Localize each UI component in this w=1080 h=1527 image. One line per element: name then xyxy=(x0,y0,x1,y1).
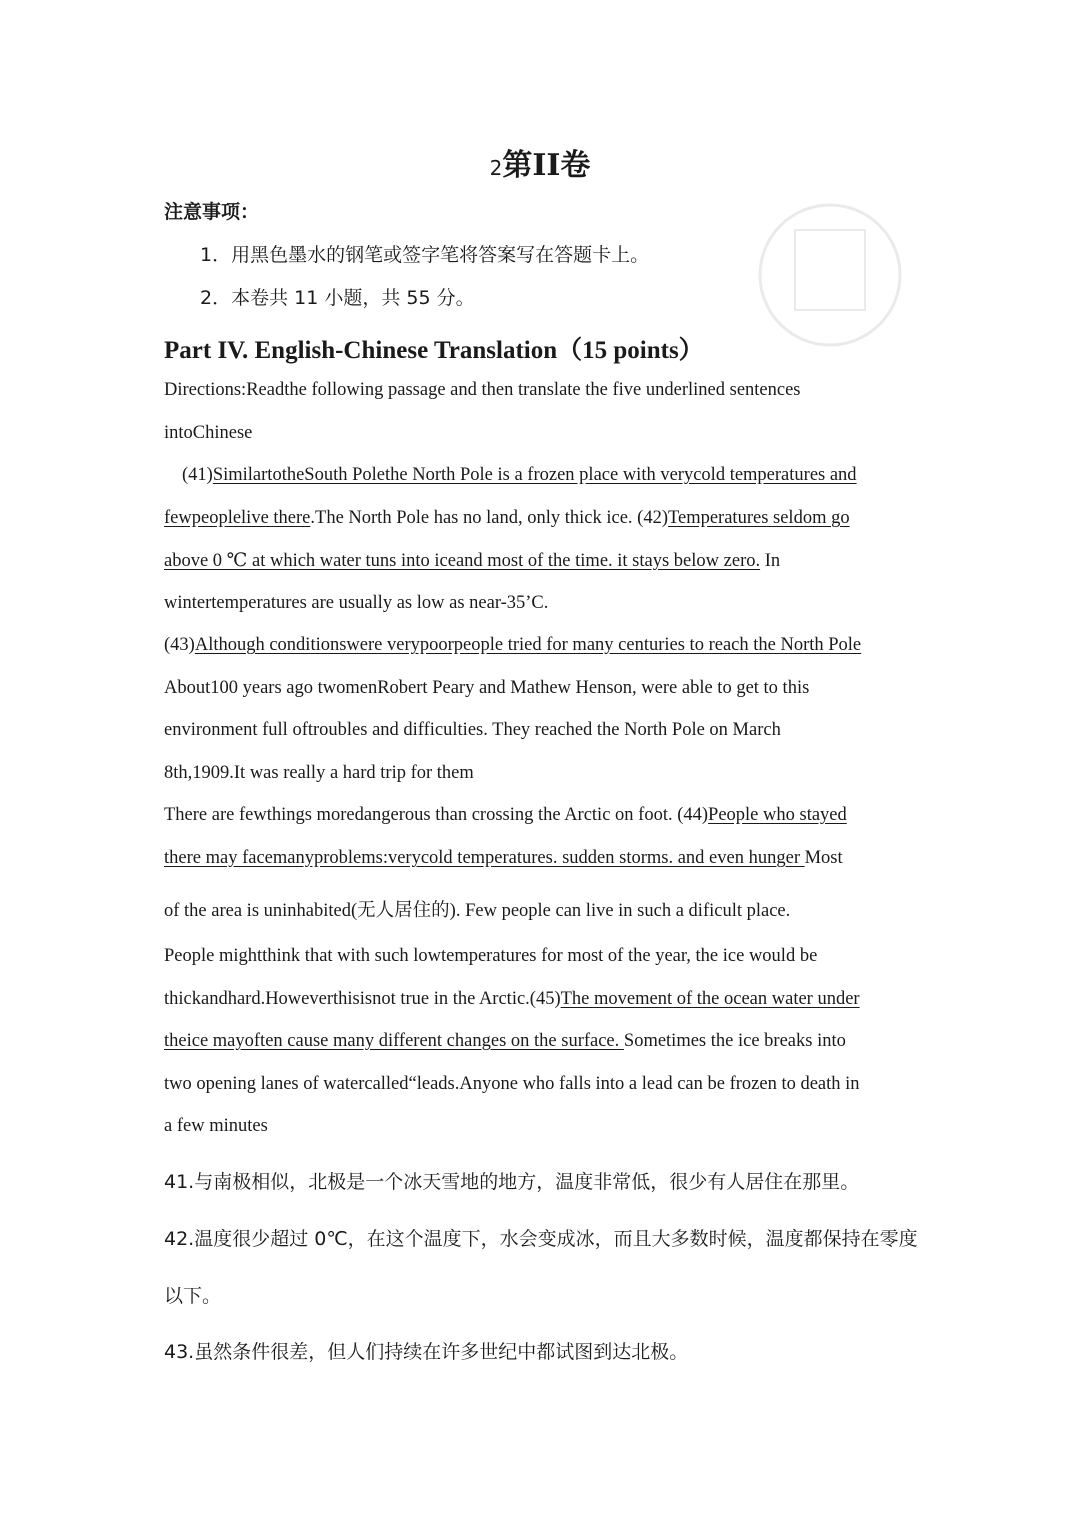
watermark-stamp-icon xyxy=(740,190,920,360)
passage-text: In xyxy=(760,551,781,571)
passage-text: of the area is uninhabited( xyxy=(164,901,358,921)
passage-line-11 xyxy=(164,896,790,922)
note-item-2: 2．本卷共 11 小题，共 55 分。 xyxy=(200,287,475,309)
passage-line-6: About100 years ago twomenRobert Peary and Mathew Henson, were able to get to this xyxy=(164,678,810,698)
underlined-sentence-44: People who stayed xyxy=(708,805,847,825)
passage-line-10 xyxy=(164,848,843,869)
gloss-text: 无人居住的 xyxy=(357,900,450,921)
part-title: Part IV. English-Chinese Translation（15 points） xyxy=(164,337,704,364)
passage-text: thickandhard.Howeverthisisnot true in the Arctic.(45) xyxy=(164,989,561,1009)
passage-line-9 xyxy=(164,805,847,826)
passage-line-12: People mightthink that with such lowtemperatures for most of the year, the ice would be xyxy=(164,946,818,966)
passage-line-13 xyxy=(164,989,860,1010)
passage-line-2 xyxy=(164,508,850,529)
passage-text: ). Few people can live in such a dificult place. xyxy=(449,901,791,921)
passage-line-14 xyxy=(164,1031,846,1052)
underlined-sentence-45: The movement of the ocean water under xyxy=(560,989,860,1009)
passage-text: Most xyxy=(804,848,843,868)
underlined-sentence-42-end: above 0 ℃ at which water tuns into iceand most of the time. it stays below zero. xyxy=(164,551,761,571)
underlined-sentence-41: SimilartotheSouth Polethe North Pole is a frozen place with verycold temperatures and xyxy=(212,465,857,485)
passage-line-1 xyxy=(182,465,857,486)
answer-41: 41.与南极相似，北极是一个冰天雪地的地方，温度非常低，很少有人居住在那里。 xyxy=(164,1171,860,1193)
underlined-sentence-45-end: theice mayoften cause many different changes on the surface. xyxy=(164,1031,624,1051)
note-item-1: 1．用黑色墨水的钢笔或签字笔将答案写在答题卡上。 xyxy=(200,244,650,266)
passage-line-5 xyxy=(164,635,861,656)
answer-42-line-1: 42.温度很少超过 0℃，在这个温度下，水会变成冰，而且大多数时候，温度都保持在零度 xyxy=(164,1228,918,1250)
page-number: 2 xyxy=(489,156,503,180)
passage-line-8: 8th,1909.It was really a hard trip for them xyxy=(164,763,474,783)
section-title xyxy=(0,140,1080,184)
sentence-number: (41) xyxy=(182,465,213,485)
answer-42-line-2: 以下。 xyxy=(164,1285,222,1307)
directions-line-1: Directions:Readthe following passage and then translate the five underlined sentences xyxy=(164,380,801,400)
passage-text: There are fewthings moredangerous than crossing the Arctic on foot. (44) xyxy=(164,805,709,825)
passage-line-16: a few minutes xyxy=(164,1116,268,1136)
answer-43: 43.虽然条件很差，但人们持续在许多世纪中都试图到达北极。 xyxy=(164,1341,689,1363)
sentence-number: (43) xyxy=(164,635,195,655)
underlined-sentence-41-end: fewpeoplelive there xyxy=(164,508,311,528)
passage-line-4: wintertemperatures are usually as low as near-35’C. xyxy=(164,593,549,613)
notes-heading: 注意事项： xyxy=(164,201,260,223)
underlined-sentence-44-end: there may facemanyproblems:verycold temperatures. sudden storms. and even hunger xyxy=(164,848,805,868)
underlined-sentence-43: Although conditionswere verypoorpeople tried for many centuries to reach the North Pole xyxy=(194,635,862,655)
passage-line-15: two opening lanes of watercalled“leads.Anyone who falls into a lead can be frozen to death in xyxy=(164,1074,860,1094)
underlined-sentence-42: Temperatures seldom go xyxy=(667,508,850,528)
section-title-text: 第II卷 xyxy=(502,148,591,183)
passage-text: Sometimes the ice breaks into xyxy=(623,1031,846,1051)
passage-line-3 xyxy=(164,550,780,572)
directions-line-2: intoChinese xyxy=(164,423,253,443)
passage-line-7: environment full oftroubles and difficulties. They reached the North Pole on March xyxy=(164,720,781,740)
passage-text: .The North Pole has no land, only thick ice. (42) xyxy=(310,508,668,528)
